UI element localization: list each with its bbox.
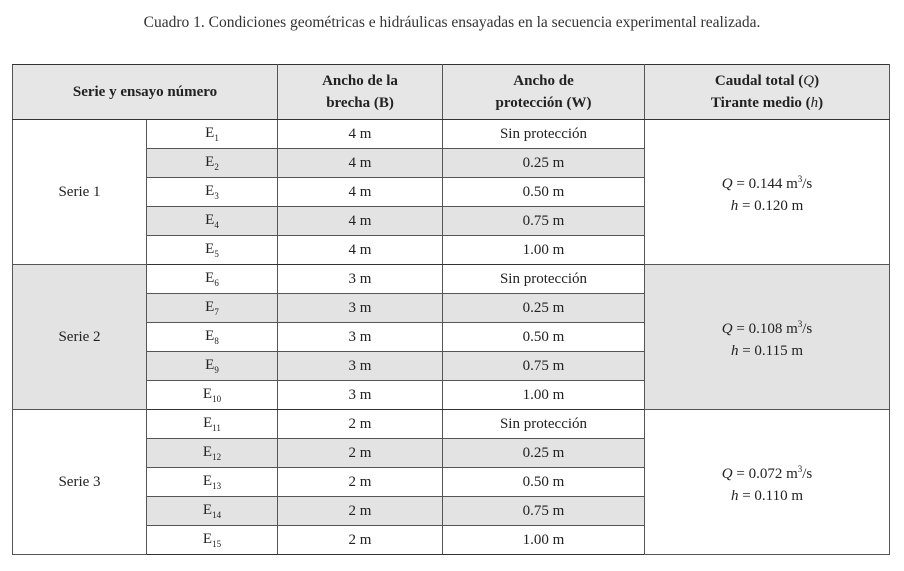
ensayo-number: 8 — [214, 336, 219, 346]
ensayo-number: 7 — [214, 307, 219, 317]
caudal-value: = 0.072 m — [732, 465, 798, 482]
header-ancho-proteccion — [443, 65, 645, 120]
header-tirante-close: ) — [818, 95, 824, 111]
caudal-exponent: 3 — [797, 173, 803, 184]
ensayo-letter: E — [202, 531, 213, 547]
ancho-proteccion-cell: 0.25 m — [443, 149, 645, 178]
ensayo-letter: E — [203, 415, 213, 431]
experiment-table — [12, 64, 890, 555]
ensayo-letter: E — [205, 154, 215, 170]
ancho-proteccion-cell: 0.75 m — [443, 497, 645, 526]
ensayo-letter: E — [205, 183, 215, 199]
header-caudal-tirante — [645, 65, 890, 120]
table-caption: Cuadro 1. Condiciones geométricas e hidráulicas ensayadas en la secuencia experimental realizada. — [143, 14, 761, 31]
ensayo-letter: E — [202, 444, 213, 460]
caudal-unit: /s — [802, 175, 813, 192]
table-row — [13, 120, 890, 149]
header-caudal-var: Q — [803, 73, 815, 89]
ancho-proteccion-cell: 0.50 m — [443, 178, 645, 207]
ancho-brecha-cell: 3 m — [278, 294, 443, 323]
ancho-brecha-cell: 3 m — [278, 265, 443, 294]
header-ancho-proteccion-line2: protección (W) — [495, 95, 592, 111]
caudal-tirante-cell — [645, 410, 890, 555]
header-tirante-var: h — [810, 95, 819, 111]
ensayo-cell — [147, 468, 278, 497]
ancho-brecha-cell: 3 m — [278, 352, 443, 381]
ensayo-number: 14 — [212, 510, 222, 520]
caudal-var: Q — [721, 175, 733, 192]
tirante-var: h — [730, 487, 739, 504]
ensayo-cell — [147, 294, 278, 323]
ancho-proteccion-cell: 0.75 m — [443, 207, 645, 236]
ensayo-number: 3 — [214, 191, 219, 201]
ancho-proteccion-cell: 0.25 m — [443, 294, 645, 323]
ensayo-cell — [147, 410, 278, 439]
ensayo-number: 11 — [212, 423, 221, 433]
header-row — [13, 65, 890, 120]
ensayo-cell — [147, 526, 278, 555]
ancho-brecha-cell: 4 m — [278, 120, 443, 149]
ensayo-letter: E — [205, 328, 215, 344]
ensayo-cell — [147, 236, 278, 265]
ensayo-letter: E — [202, 386, 213, 402]
header-tirante-text: Tirante medio ( — [710, 95, 811, 111]
caudal-exponent: 3 — [797, 463, 803, 474]
ensayo-letter: E — [205, 299, 215, 315]
caudal-value: = 0.108 m — [732, 320, 798, 337]
ancho-proteccion-cell: Sin protección — [443, 265, 645, 294]
header-ancho-brecha — [278, 65, 443, 120]
ancho-brecha-cell: 2 m — [278, 439, 443, 468]
ancho-brecha-cell: 3 m — [278, 323, 443, 352]
ensayo-cell — [147, 352, 278, 381]
ensayo-number: 13 — [212, 481, 222, 491]
header-serie — [13, 65, 278, 120]
table-row — [13, 265, 890, 294]
ensayo-number: 6 — [214, 278, 219, 288]
ancho-brecha-cell: 4 m — [278, 178, 443, 207]
caudal-unit: /s — [802, 320, 813, 337]
ancho-proteccion-cell: 1.00 m — [443, 526, 645, 555]
ancho-brecha-cell: 2 m — [278, 526, 443, 555]
header-caudal-close: ) — [814, 73, 820, 89]
ensayo-letter: E — [202, 473, 213, 489]
ensayo-number: 1 — [214, 133, 219, 143]
ancho-proteccion-cell: 0.50 m — [443, 323, 645, 352]
ensayo-letter: E — [205, 357, 215, 373]
serie-label: Serie 3 — [13, 410, 147, 555]
ensayo-cell — [147, 178, 278, 207]
ensayo-cell — [147, 207, 278, 236]
caudal-tirante-cell — [645, 265, 890, 410]
ensayo-number: 15 — [212, 539, 222, 549]
ancho-brecha-cell: 4 m — [278, 236, 443, 265]
table-body — [13, 120, 890, 555]
tirante-value: = 0.115 m — [738, 342, 804, 359]
ensayo-number: 12 — [212, 452, 222, 462]
ancho-brecha-cell: 2 m — [278, 468, 443, 497]
ensayo-cell — [147, 323, 278, 352]
ancho-proteccion-cell: 0.75 m — [443, 352, 645, 381]
caudal-tirante-cell — [645, 120, 890, 265]
ensayo-number: 10 — [212, 394, 222, 404]
ancho-brecha-cell: 4 m — [278, 149, 443, 178]
tirante-value: = 0.110 m — [738, 487, 804, 504]
tirante-var: h — [730, 197, 739, 214]
ancho-brecha-cell: 3 m — [278, 381, 443, 410]
ancho-proteccion-cell: Sin protección — [443, 120, 645, 149]
header-caudal-text: Caudal total ( — [714, 73, 804, 89]
tirante-value: = 0.120 m — [738, 197, 804, 214]
caudal-var: Q — [721, 465, 733, 482]
ensayo-cell — [147, 149, 278, 178]
ensayo-cell — [147, 497, 278, 526]
ancho-proteccion-cell: 1.00 m — [443, 236, 645, 265]
ensayo-number: 4 — [214, 220, 219, 230]
serie-label: Serie 2 — [13, 265, 147, 410]
caudal-exponent: 3 — [797, 318, 803, 329]
ensayo-letter: E — [205, 125, 215, 141]
caudal-unit: /s — [802, 465, 813, 482]
tirante-var: h — [730, 342, 739, 359]
header-ancho-brecha-line1: Ancho de la — [322, 73, 398, 89]
ancho-proteccion-cell: 1.00 m — [443, 381, 645, 410]
header-ancho-proteccion-line1: Ancho de — [513, 73, 574, 89]
caudal-value: = 0.144 m — [732, 175, 798, 192]
header-serie-label: Serie y ensayo número — [72, 84, 218, 100]
ancho-proteccion-cell: 0.50 m — [443, 468, 645, 497]
serie-label: Serie 1 — [13, 120, 147, 265]
ancho-brecha-cell: 4 m — [278, 207, 443, 236]
ensayo-cell — [147, 381, 278, 410]
ensayo-cell — [147, 265, 278, 294]
ensayo-cell — [147, 439, 278, 468]
ensayo-number: 5 — [214, 249, 219, 259]
ensayo-letter: E — [205, 270, 215, 286]
caudal-var: Q — [721, 320, 733, 337]
header-ancho-brecha-line2: brecha (B) — [326, 95, 394, 111]
ensayo-letter: E — [205, 212, 215, 228]
table-row — [13, 410, 890, 439]
ancho-proteccion-cell: 0.25 m — [443, 439, 645, 468]
ensayo-letter: E — [205, 241, 215, 257]
ensayo-number: 2 — [214, 162, 219, 172]
ensayo-letter: E — [202, 502, 213, 518]
ancho-proteccion-cell: Sin protección — [443, 410, 645, 439]
ensayo-cell — [147, 120, 278, 149]
ensayo-number: 9 — [214, 365, 219, 375]
ancho-brecha-cell: 2 m — [278, 410, 443, 439]
ancho-brecha-cell: 2 m — [278, 497, 443, 526]
